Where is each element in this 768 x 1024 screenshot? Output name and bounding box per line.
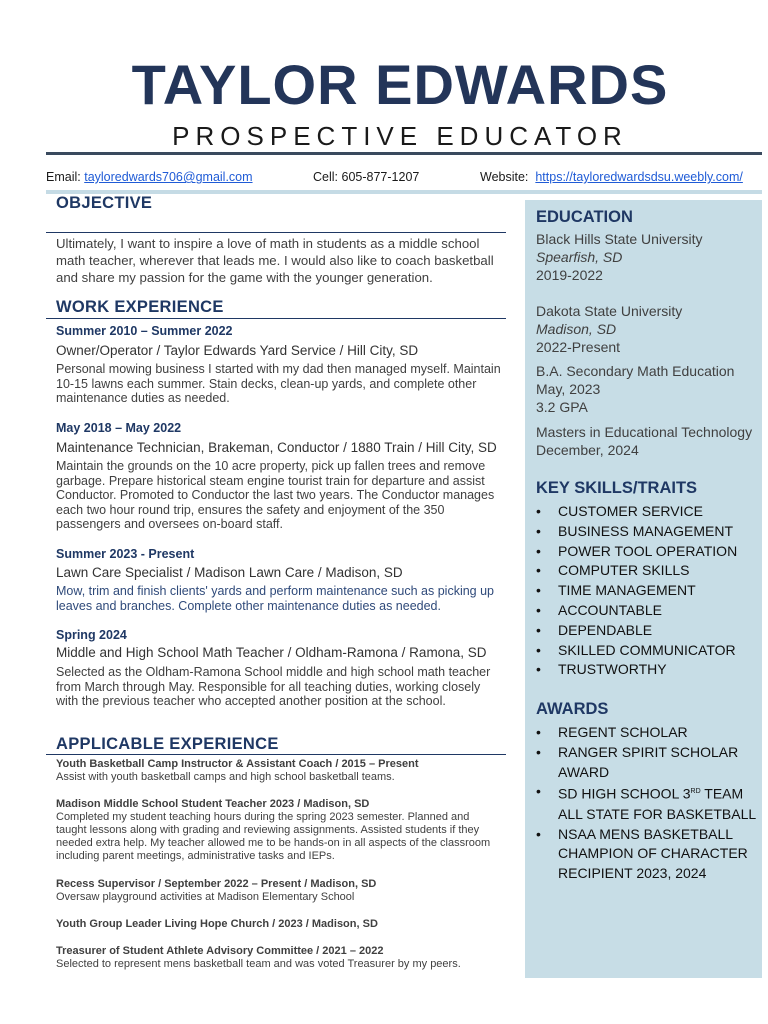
email-label: Email: bbox=[46, 170, 81, 184]
job-title: Lawn Care Specialist / Madison Lawn Care / Madison, SD bbox=[56, 565, 403, 580]
objective-divider bbox=[46, 232, 506, 233]
degree-name: B.A. Secondary Math Education bbox=[536, 363, 735, 379]
skills-heading: KEY SKILLS/TRAITS bbox=[536, 479, 698, 497]
header-divider bbox=[46, 152, 762, 155]
list-item: • TRUSTWORTHY bbox=[536, 660, 762, 680]
cell-number: 605-877-1207 bbox=[341, 170, 420, 184]
applicable-item-desc: Selected to represent mens basketball team and was voted Treasurer by my peers. bbox=[56, 958, 461, 970]
job-description: Maintain the grounds on the 10 acre property, pick up fallen trees and remove garbage. Prepare historical steam engine tourist train for departure and assist Conductor. Promoted to Conductor the last two years. The Conductor manages each two hour round trip, ensures the safety and enjoyment of the 350 passengers and oversees on-board staff. bbox=[56, 459, 495, 531]
school-years: 2022-Present bbox=[536, 339, 621, 355]
applicable-divider bbox=[46, 754, 506, 755]
awards-heading: AWARDS bbox=[536, 700, 609, 718]
applicable-item-title: Treasurer of Student Athlete Advisory Committee / 2021 – 2022 bbox=[56, 945, 384, 957]
award-text: SD HIGH SCHOOL 3 bbox=[558, 786, 691, 803]
job-title: Maintenance Technician, Brakeman, Conductor / 1880 Train / Hill City, SD bbox=[56, 440, 497, 455]
website-item bbox=[480, 170, 743, 184]
list-item: • TIME MANAGEMENT bbox=[536, 581, 762, 601]
education-heading: EDUCATION bbox=[536, 208, 633, 226]
job-description: Mow, trim and finish clients' yards and perform maintenance such as picking up leaves and branches. Complete other maintenance duties as needed. bbox=[56, 584, 495, 613]
work-divider bbox=[46, 318, 506, 319]
applicable-item-title: Youth Group Leader Living Hope Church / 2023 / Madison, SD bbox=[56, 918, 378, 930]
list-item: • CUSTOMER SERVICE bbox=[536, 502, 762, 522]
school-name: Dakota State University bbox=[536, 303, 683, 319]
job-title: Middle and High School Math Teacher / Oldham-Ramona / Ramona, SD bbox=[56, 645, 487, 660]
list-item: • ACCOUNTABLE bbox=[536, 601, 762, 621]
skills-list bbox=[536, 502, 762, 680]
applicable-heading: APPLICABLE EXPERIENCE bbox=[56, 735, 279, 753]
degree-date: May, 2023 bbox=[536, 381, 601, 397]
list-item: • COMPUTER SKILLS bbox=[536, 561, 762, 581]
applicable-item-title: Madison Middle School Student Teacher 2023 / Madison, SD bbox=[56, 798, 370, 810]
school-location bbox=[536, 320, 616, 338]
award-text: TEAM ALL STATE FOR BASKETBALL bbox=[558, 786, 757, 822]
school-name: Black Hills State University bbox=[536, 231, 703, 247]
list-item: • REGENT SCHOLAR bbox=[536, 723, 762, 743]
website-label: Website: bbox=[480, 170, 529, 184]
school-location-text: Spearfish, SD bbox=[536, 249, 623, 265]
degree-gpa: 3.2 GPA bbox=[536, 399, 588, 415]
job-dates: Summer 2023 - Present bbox=[56, 547, 195, 561]
job-description: Personal mowing business I started with my dad then managed myself. Maintain 10-15 lawns each summer. Stain decks, clean-up yards, and complete other maintenance duties as needed. bbox=[56, 362, 501, 405]
applicable-item-title: Youth Basketball Camp Instructor & Assistant Coach / 2015 – Present bbox=[56, 758, 419, 770]
applicable-item-desc: Assist with youth basketball camps and high school basketball teams. bbox=[56, 771, 395, 783]
school-years: 2019-2022 bbox=[536, 267, 603, 283]
work-heading: WORK EXPERIENCE bbox=[56, 298, 224, 316]
award-sup: RD bbox=[690, 788, 701, 796]
list-item bbox=[536, 782, 762, 824]
job-description: Selected as the Oldham-Ramona School middle and high school math teacher from March through May. Responsible for all teaching duties, working closely with the previous teacher who accepted another position at the school. bbox=[56, 665, 491, 708]
job-title: Owner/Operator / Taylor Edwards Yard Service / Hill City, SD bbox=[56, 343, 419, 358]
objective-heading: OBJECTIVE bbox=[56, 194, 153, 212]
degree-date: December, 2024 bbox=[536, 442, 639, 458]
list-item: • BUSINESS MANAGEMENT bbox=[536, 522, 762, 542]
cell-label: Cell: bbox=[313, 170, 339, 184]
email-link[interactable]: tayloredwards706@gmail.com bbox=[84, 170, 253, 184]
resume-name: TAYLOR EDWARDS bbox=[131, 53, 669, 116]
job-dates: Spring 2024 bbox=[56, 628, 127, 642]
list-item: • RANGER SPIRIT SCHOLAR AWARD bbox=[536, 743, 762, 783]
school-location bbox=[536, 248, 622, 266]
objective-text: Ultimately, I want to inspire a love of math in students as a middle school math teacher, wherever that leads me. I would also like to coach basketball and share my passion for the game with the younger generation. bbox=[56, 236, 494, 285]
website-link[interactable]: https://tayloredwardsdsu.weebly.com/ bbox=[535, 170, 743, 184]
resume-subtitle: PROSPECTIVE EDUCATOR bbox=[172, 121, 628, 151]
contact-divider bbox=[46, 190, 762, 194]
applicable-item-desc: Completed my student teaching hours during the spring 2023 semester. Planned and taught lessons along with grading and reviewing assignments. Assisted students if they needed extra help. My teacher allowed me to be hands-on in all aspects of the classroom including parent meetings, administrative tasks and IEPs. bbox=[56, 811, 491, 862]
list-item: • POWER TOOL OPERATION bbox=[536, 542, 762, 562]
list-item: • DEPENDABLE bbox=[536, 621, 762, 641]
applicable-item-title: Recess Supervisor / September 2022 – Present / Madison, SD bbox=[56, 878, 377, 890]
job-dates: May 2018 – May 2022 bbox=[56, 421, 182, 435]
sidebar-panel bbox=[525, 200, 762, 978]
list-item: • NSAA MENS BASKETBALL CHAMPION OF CHARACTER RECIPIENT 2023, 2024 bbox=[536, 825, 762, 884]
awards-list bbox=[536, 723, 762, 884]
school-location-text: Madison, SD bbox=[536, 321, 617, 337]
applicable-item-desc: Oversaw playground activities at Madison Elementary School bbox=[56, 891, 355, 903]
cell-item bbox=[313, 170, 419, 184]
list-item: • SKILLED COMMUNICATOR bbox=[536, 641, 762, 661]
degree-name: Masters in Educational Technology bbox=[536, 424, 753, 440]
email-item bbox=[46, 170, 253, 184]
job-dates: Summer 2010 – Summer 2022 bbox=[56, 324, 233, 338]
